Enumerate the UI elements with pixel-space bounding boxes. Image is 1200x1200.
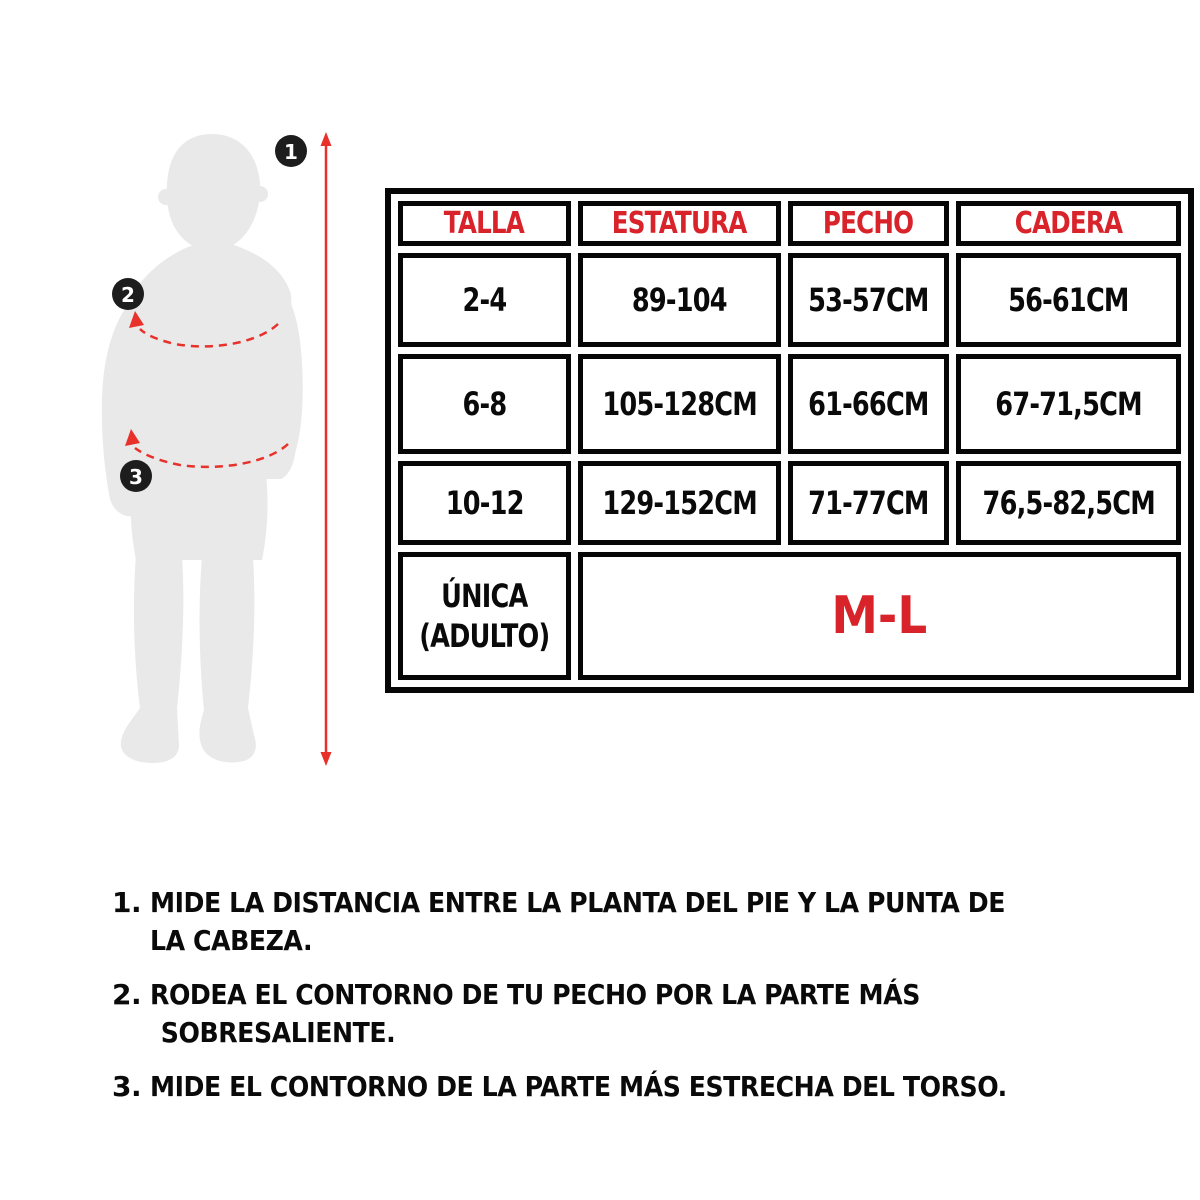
header-row	[398, 201, 1181, 246]
adult-size-label-line2: (ADULTO)	[419, 617, 550, 655]
size-table-container	[385, 188, 1194, 693]
child-silhouette-graphic	[55, 128, 345, 783]
adult-size-label	[419, 576, 549, 656]
estatura-value: 129-152CM	[602, 484, 757, 522]
instructions-list	[112, 884, 1172, 1122]
size-row-10-12	[398, 461, 1181, 545]
pecho-value: 61-66CM	[807, 385, 929, 423]
pecho-value: 71-77CM	[807, 484, 929, 522]
adult-size-value: M-L	[831, 586, 928, 646]
size-cell	[398, 461, 571, 545]
marker-1	[275, 135, 307, 167]
marker-2-number: 2	[121, 283, 135, 307]
instruction-1-text	[150, 884, 1172, 960]
size-cell	[788, 354, 949, 454]
instruction-line: MIDE EL CONTORNO DE LA PARTE MÁS ESTRECHA DEL TORSO.	[150, 1070, 1007, 1103]
instruction-2-text	[150, 976, 1172, 1052]
size-cell	[956, 461, 1182, 545]
instruction-item-1	[112, 884, 1172, 960]
size-cell	[398, 253, 571, 347]
size-row-2-4	[398, 253, 1181, 347]
size-cell	[956, 253, 1182, 347]
size-cell	[788, 461, 949, 545]
instruction-line: LA CABEZA.	[150, 924, 313, 957]
instruction-item-3	[112, 1068, 1172, 1106]
measurement-figure	[55, 128, 345, 783]
marker-3	[120, 460, 152, 492]
cadera-value: 56-61CM	[1008, 281, 1129, 319]
instruction-3-text	[150, 1068, 1172, 1106]
marker-2	[112, 278, 144, 310]
column-header-talla	[398, 201, 571, 246]
talla-value: 2-4	[462, 281, 507, 319]
marker-3-number: 3	[129, 465, 143, 489]
column-header-pecho-label: PECHO	[823, 206, 914, 241]
talla-value: 6-8	[462, 385, 507, 423]
column-header-estatura-label: ESTATURA	[611, 206, 747, 241]
instruction-item-2	[112, 976, 1172, 1052]
instruction-3-number: 3.	[112, 1070, 142, 1103]
size-table	[385, 188, 1194, 693]
size-cell	[578, 253, 781, 347]
column-header-cadera-label: CADERA	[1014, 206, 1123, 241]
size-cell	[578, 354, 781, 454]
size-cell	[956, 354, 1182, 454]
size-cell	[578, 461, 781, 545]
pecho-value: 53-57CM	[807, 281, 929, 319]
size-cell	[398, 354, 571, 454]
instruction-line: RODEA EL CONTORNO DE TU PECHO POR LA PARTE MÁS	[150, 978, 920, 1011]
size-row-adult	[398, 552, 1181, 680]
height-measure-arrow	[321, 132, 332, 766]
column-header-cadera	[956, 201, 1182, 246]
adult-size-label-cell	[398, 552, 571, 680]
column-header-pecho	[788, 201, 949, 246]
cadera-value: 76,5-82,5CM	[982, 484, 1155, 522]
adult-size-value-cell	[578, 552, 1181, 680]
cadera-value: 67-71,5CM	[995, 385, 1142, 423]
talla-value: 10-12	[445, 484, 524, 522]
instruction-1-number: 1.	[112, 886, 142, 919]
size-cell	[788, 253, 949, 347]
column-header-estatura	[578, 201, 781, 246]
instruction-line: SOBRESALIENTE.	[160, 1016, 396, 1049]
column-header-talla-label: TALLA	[444, 206, 525, 241]
instruction-line: MIDE LA DISTANCIA ENTRE LA PLANTA DEL PIE Y LA PUNTA DE	[150, 886, 1006, 919]
child-silhouette	[102, 134, 303, 763]
instruction-2-number: 2.	[112, 978, 142, 1011]
adult-size-label-line1: ÚNICA	[441, 577, 528, 615]
marker-1-number: 1	[284, 140, 298, 164]
estatura-value: 105-128CM	[602, 385, 757, 423]
estatura-value: 89-104	[631, 281, 727, 319]
size-row-6-8	[398, 354, 1181, 454]
